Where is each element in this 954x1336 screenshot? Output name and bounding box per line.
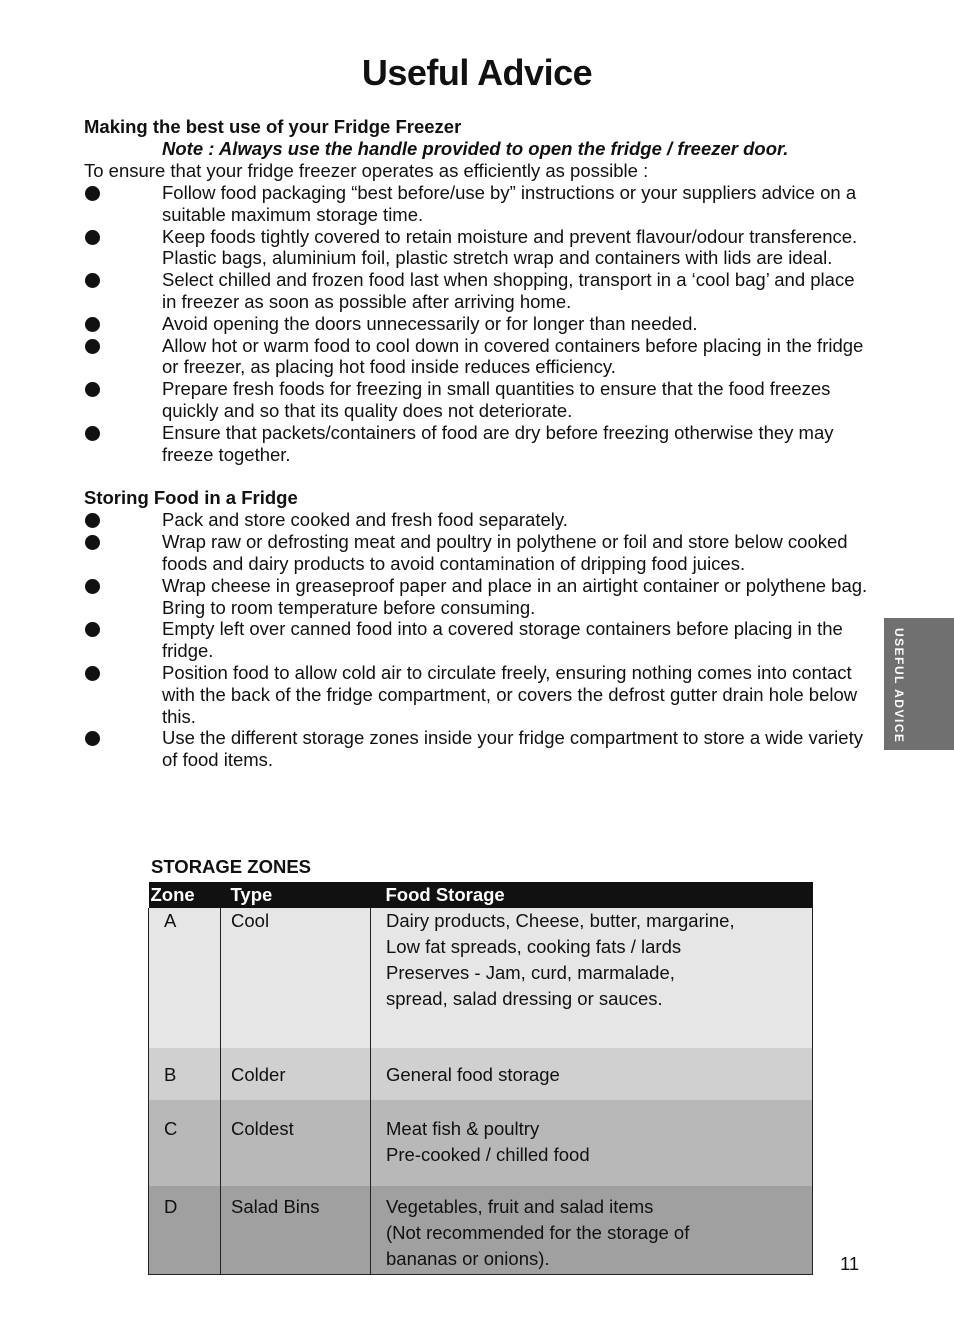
best-use-list [84, 182, 874, 465]
food-line: Preserves - Jam, curd, marmalade, [386, 962, 675, 983]
list-item-text: Wrap cheese in greaseproof paper and place in an airtight container or polythene bag. [162, 574, 868, 596]
list-item [84, 727, 874, 771]
list-item [84, 531, 874, 575]
bullet-icon [85, 666, 100, 681]
table-row [149, 908, 813, 1048]
food-storage-cell [371, 1048, 813, 1100]
food-line: Meat fish & poultry [386, 1118, 540, 1139]
bullet-icon [85, 317, 100, 332]
food-line: Dairy products, Cheese, butter, margarine, [386, 910, 735, 931]
table-header-row [149, 882, 813, 908]
list-item-text: Keep foods tightly covered to retain moisture and prevent flavour/odour transference. Plastic bags, aluminium foil, plastic stretch wrap and containers with lids are ideal. [162, 225, 858, 269]
section-heading-best-use: Making the best use of your Fridge Freezer [84, 116, 462, 137]
list-item-text: Use the different storage zones inside your fridge compartment to store a wide variety of food items. [162, 727, 863, 771]
list-item [84, 422, 874, 466]
list-item-text: Allow hot or warm food to cool down in covered containers before placing in the fridge or freezer, as placing hot food inside reduces efficiency. [162, 334, 864, 378]
bullet-icon [85, 186, 100, 201]
column-header-food-storage: Food Storage [371, 882, 813, 908]
table-row [149, 1100, 813, 1186]
list-item [84, 269, 874, 313]
page-title: Useful Advice [361, 52, 593, 93]
list-item-text: Prepare fresh foods for freezing in small quantities to ensure that the food freezes quickly and so that its quality does not deteriorate. [162, 378, 831, 421]
bullet-icon [85, 731, 100, 746]
food-line: Low fat spreads, cooking fats / lards [386, 936, 682, 957]
bullet-icon [85, 513, 100, 528]
list-item-text: Pack and store cooked and fresh food separately. [162, 509, 568, 531]
zone-cell: A [149, 908, 221, 1048]
zone-cell: D [149, 1186, 221, 1274]
zone-cell: B [149, 1048, 221, 1100]
list-item-text: Empty left over canned food into a covered storage containers before placing in the fridge. [162, 618, 843, 662]
column-header-zone: Zone [149, 882, 221, 908]
cheese-extra-text: Bring to room temperature before consuming. [162, 596, 536, 618]
section-side-tab [884, 618, 954, 750]
food-line: (Not recommended for the storage of [386, 1222, 690, 1243]
food-line: spread, salad dressing or sauces. [386, 988, 663, 1009]
list-item-text: Wrap raw or defrosting meat and poultry in polythene or foil and store below cooked foods and dairy products to avoid contamination of dripping food juices. [162, 531, 848, 574]
bullet-icon [85, 579, 100, 594]
table-row [149, 1186, 813, 1274]
type-cell: Cool [221, 908, 371, 1048]
list-item-text: Ensure that packets/containers of food are dry before freezing otherwise they may freeze together. [162, 421, 834, 465]
column-header-type: Type [221, 882, 371, 908]
storage-zones-title: STORAGE ZONES [151, 856, 312, 877]
type-cell: Coldest [221, 1100, 371, 1186]
list-item [84, 575, 874, 619]
list-item [84, 378, 874, 422]
side-tab-label: USEFUL ADVICE [892, 628, 906, 744]
type-cell: Salad Bins [221, 1186, 371, 1274]
list-item [84, 662, 874, 727]
page-number: 11 [840, 1253, 860, 1274]
list-item-text: Select chilled and frozen food last when shopping, transport in a ‘cool bag’ and place in freezer as soon as possible after arriving home. [162, 269, 855, 312]
list-item [84, 226, 874, 270]
list-item [84, 509, 874, 531]
bullet-icon [85, 273, 100, 288]
list-item [84, 182, 874, 226]
food-line: General food storage [386, 1064, 560, 1085]
handle-note: Note : Always use the handle provided to open the fridge / freezer door. [162, 138, 789, 159]
food-storage-cell [371, 1186, 813, 1274]
food-line: Pre-cooked / chilled food [386, 1144, 590, 1165]
bullet-icon [85, 622, 100, 637]
table-row [149, 1048, 813, 1100]
section-heading-storing-food: Storing Food in a Fridge [84, 487, 298, 509]
intro-text: To ensure that your fridge freezer operates as efficiently as possible : [84, 160, 649, 181]
storage-zones-table [148, 882, 813, 1275]
main-content [84, 116, 874, 771]
food-line: Vegetables, fruit and salad items [386, 1196, 654, 1217]
list-item [84, 335, 874, 379]
food-storage-cell [371, 908, 813, 1048]
bullet-icon [85, 426, 100, 441]
bullet-icon [85, 230, 100, 245]
bullet-icon [85, 535, 100, 550]
list-item [84, 618, 874, 662]
food-line: bananas or onions). [386, 1248, 550, 1269]
list-item-text: Follow food packaging “best before/use by” instructions or your suppliers advice on a suitable maximum storage time. [162, 182, 857, 225]
food-storage-cell [371, 1100, 813, 1186]
list-item-text: Position food to allow cold air to circulate freely, ensuring nothing comes into contact with the back of the fridge compartment, or covers the defrost gutter drain hole below this. [162, 661, 858, 727]
type-cell: Colder [221, 1048, 371, 1100]
zone-cell: C [149, 1100, 221, 1186]
bullet-icon [85, 339, 100, 354]
bullet-icon [85, 382, 100, 397]
list-item [84, 313, 874, 335]
list-item-text: Avoid opening the doors unnecessarily or for longer than needed. [162, 312, 698, 334]
storing-food-list [84, 509, 874, 771]
